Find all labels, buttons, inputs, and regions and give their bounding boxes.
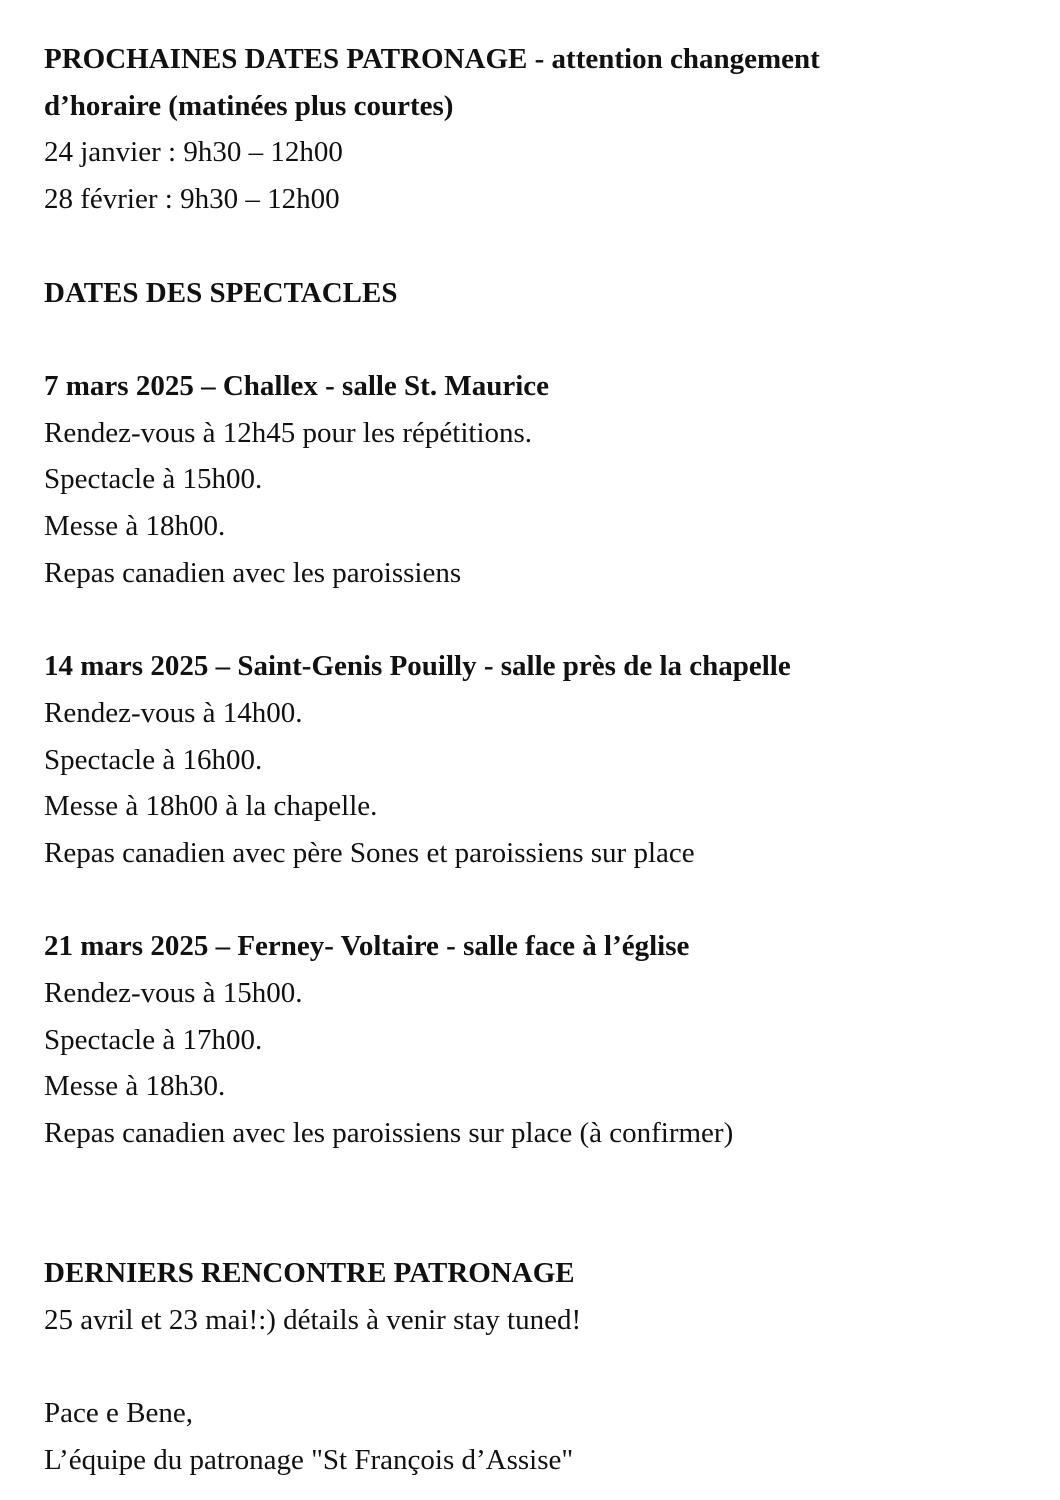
event-title: 21 mars 2025 – Ferney- Voltaire - salle face à l’église: [44, 930, 690, 963]
event-detail-line: Rendez-vous à 12h45 pour les répétitions.: [44, 416, 533, 449]
event-detail-line: Rendez-vous à 14h00.: [44, 696, 303, 729]
last-meetings-section: [44, 1250, 1034, 1343]
event-detail-line: Messe à 18h00.: [44, 510, 226, 542]
signature-section: [44, 1390, 1034, 1483]
next-patronage-section: [44, 36, 1034, 223]
next-patronage-heading-line2: d’horaire (matinées plus courtes): [44, 89, 454, 122]
spacer: [44, 316, 1034, 363]
event-title: 14 mars 2025 – Saint-Genis Pouilly - salle près de la chapelle: [44, 650, 791, 683]
event-challex: [44, 363, 1034, 597]
spectacles-section: [44, 270, 1034, 1157]
event-detail-line: Messe à 18h30.: [44, 1070, 226, 1103]
spectacles-heading: DATES DES SPECTACLES: [44, 276, 398, 309]
last-meetings-heading: DERNIERS RENCONTRE PATRONAGE: [44, 1257, 575, 1290]
patronage-date-february: 28 février : 9h30 – 12h00: [44, 183, 340, 216]
event-ferney: [44, 923, 1034, 1157]
last-meetings-text: 25 avril et 23 mai!:) détails à venir stay tuned!: [44, 1303, 582, 1336]
spacer: [44, 596, 1034, 643]
event-detail-line: Rendez-vous à 15h00.: [44, 977, 303, 1009]
event-detail-line: Repas canadien avec les paroissiens: [44, 556, 462, 589]
event-saint-genis: [44, 643, 1034, 877]
next-patronage-heading-line1: PROCHAINES DATES PATRONAGE - attention changement: [44, 43, 820, 75]
event-detail-line: Messe à 18h00 à la chapelle.: [44, 790, 378, 823]
spacer: [44, 877, 1034, 924]
signature-sender: L’équipe du patronage "St François d’Assise": [44, 1444, 574, 1476]
event-detail-line: Spectacle à 16h00.: [44, 743, 263, 776]
event-detail-line: Spectacle à 17h00.: [44, 1023, 263, 1056]
document-page: [44, 36, 1034, 1484]
spacer: [44, 1344, 1034, 1391]
spacer: [44, 1157, 1034, 1250]
event-detail-line: Spectacle à 15h00.: [44, 463, 263, 496]
event-title: 7 mars 2025 – Challex - salle St. Maurice: [44, 369, 550, 402]
event-detail-line: Repas canadien avec les paroissiens sur place (à confirmer): [44, 1117, 734, 1150]
signature-greeting: Pace e Bene,: [44, 1397, 193, 1430]
patronage-date-january: 24 janvier : 9h30 – 12h00: [44, 136, 343, 169]
event-detail-line: Repas canadien avec père Sones et paroissiens sur place: [44, 836, 695, 869]
spacer: [44, 223, 1034, 270]
